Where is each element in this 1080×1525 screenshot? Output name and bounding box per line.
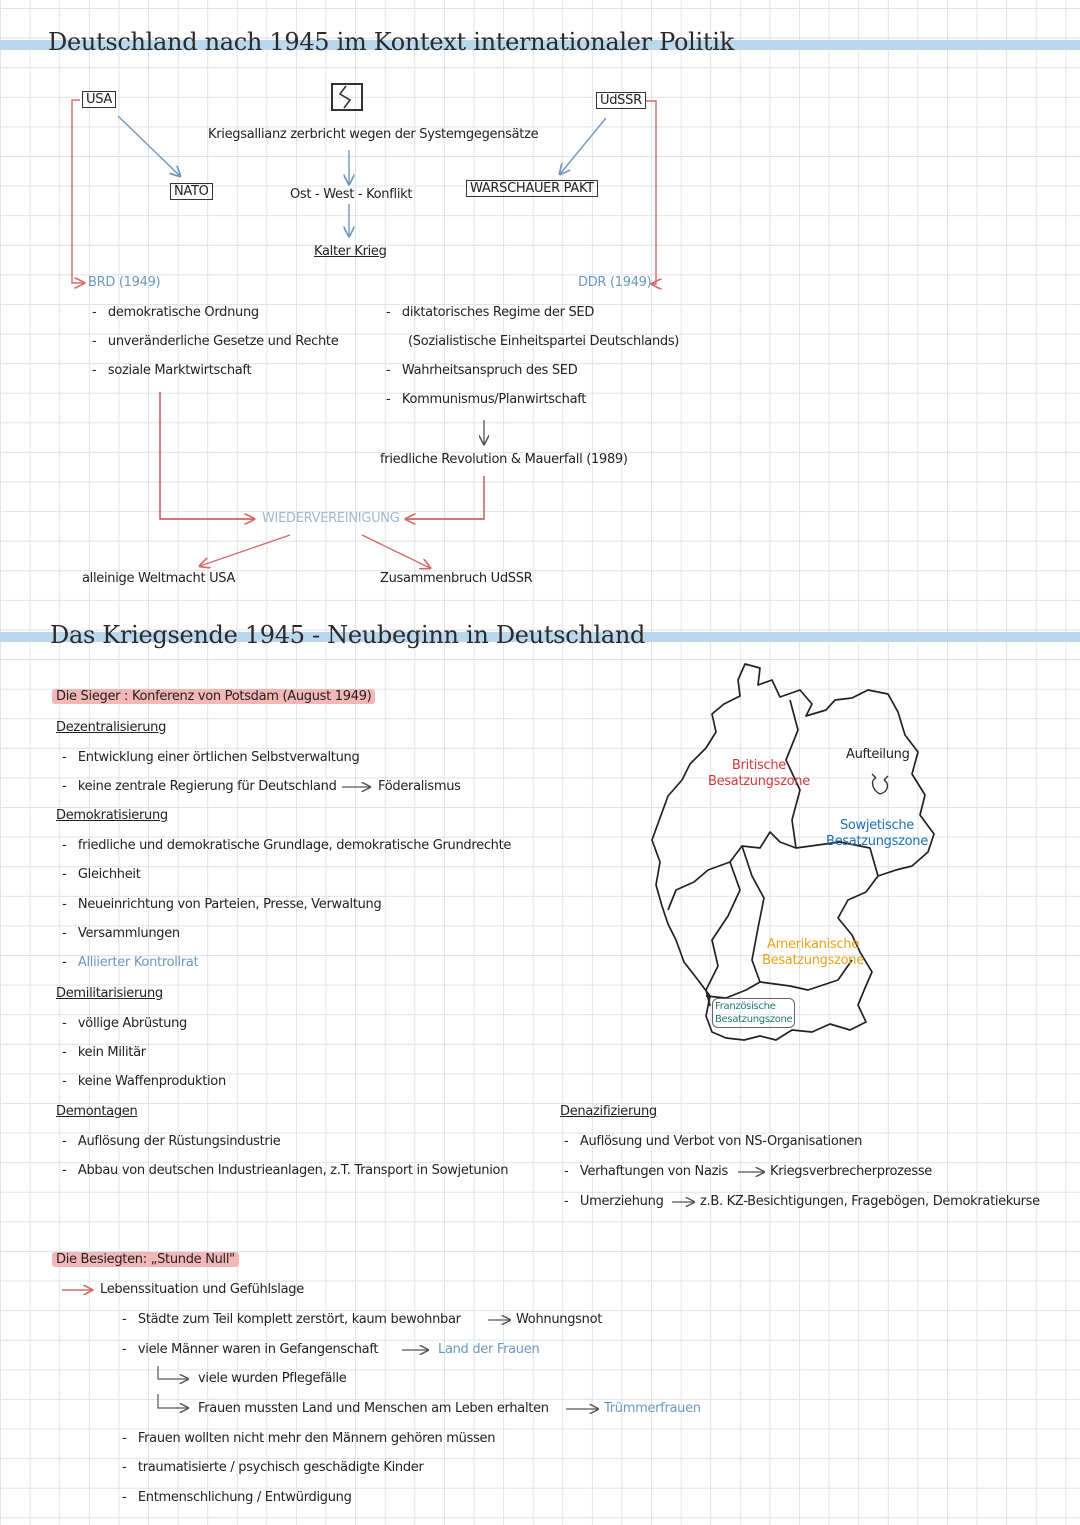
- section-title: Das Kriegsende 1945 - Neubeginn in Deutschland: [50, 621, 646, 649]
- land-frauen-text: Land der Frauen: [438, 1342, 540, 1357]
- ost-west-text: Ost - West - Konflikt: [290, 187, 413, 202]
- kalter-krieg-text: Kalter Krieg: [314, 244, 387, 259]
- zusammenbruch-text: Zusammenbruch UdSSR: [380, 571, 533, 586]
- list-item: - völlige Abrüstung: [62, 1016, 187, 1031]
- aufteilung-label: Aufteilung: [846, 747, 910, 762]
- list-item: - kein Militär: [62, 1045, 146, 1060]
- lebens-text: Lebenssituation und Gefühlslage: [100, 1282, 304, 1297]
- ddr-item: - diktatorisches Regime der SED: [386, 305, 595, 320]
- foederalismus-text: Föderalismus: [378, 779, 461, 794]
- prozesse-text: Kriegsverbrecherprozesse: [770, 1164, 933, 1179]
- list-item-sub: Frauen mussten Land und Menschen am Leben erhalten: [198, 1401, 549, 1416]
- wohnungsnot-text: Wohnungsnot: [516, 1312, 603, 1327]
- list-item: - Entmenschlichung / Entwürdigung: [122, 1490, 352, 1505]
- sieger-heading: Die Sieger : Konferenz von Potsdam (August 1949): [52, 689, 375, 704]
- list-item: - keine zentrale Regierung für Deutschland: [62, 779, 337, 794]
- zone-british: Britische Besatzungszone: [708, 758, 810, 789]
- denaz-heading: Denazifizierung: [560, 1104, 657, 1119]
- list-item: - viele Männer waren in Gefangenschaft: [122, 1342, 379, 1357]
- list-item: - Abbau von deutschen Industrieanlagen, z.T. Transport in Sowjetunion: [62, 1163, 509, 1178]
- list-item: - friedliche und demokratische Grundlage, demokratische Grundrechte: [62, 838, 512, 853]
- beispiele-text: z.B. KZ-Besichtigungen, Fragebögen, Demokratiekurse: [700, 1194, 1040, 1209]
- list-item-sub: viele wurden Pflegefälle: [198, 1371, 347, 1386]
- brd-label: BRD (1949): [88, 275, 161, 290]
- ddr-item: - Wahrheitsanspruch des SED: [386, 363, 578, 378]
- usa-box: USA: [82, 91, 116, 108]
- list-item: - Auflösung und Verbot von NS-Organisationen: [564, 1134, 863, 1149]
- list-item: - Städte zum Teil komplett zerstört, kaum bewohnbar: [122, 1312, 461, 1327]
- weltmacht-text: alleinige Weltmacht USA: [82, 571, 236, 586]
- list-item: - keine Waffenproduktion: [62, 1074, 226, 1089]
- zone-soviet: Sowjetische Besatzungszone: [826, 818, 928, 849]
- list-item: - Versammlungen: [62, 926, 180, 941]
- demontagen-heading: Demontagen: [56, 1104, 138, 1119]
- demilit-heading: Demilitarisierung: [56, 986, 163, 1001]
- brd-item: - demokratische Ordnung: [92, 305, 259, 320]
- zone-american: Amerikanische Besatzungszone: [762, 937, 864, 968]
- list-item: - Auflösung der Rüstungsindustrie: [62, 1134, 281, 1149]
- list-item: - Gleichheit: [62, 867, 141, 882]
- truemmer-text: Trümmerfrauen: [604, 1401, 701, 1416]
- ddr-item-cont: (Sozialistische Einheitspartei Deutschlands): [408, 334, 680, 349]
- list-item: - Neueinrichtung von Parteien, Presse, Verwaltung: [62, 897, 382, 912]
- allianz-text: Kriegsallianz zerbricht wegen der Systemgegensätze: [208, 127, 539, 142]
- brd-item: - unveränderliche Gesetze und Rechte: [92, 334, 339, 349]
- list-item: - Umerziehung: [564, 1194, 664, 1209]
- brd-item: - soziale Marktwirtschaft: [92, 363, 252, 378]
- ddr-item: - Kommunismus/Planwirtschaft: [386, 392, 587, 407]
- besiegte-heading: Die Besiegten: „Stunde Null": [52, 1252, 239, 1267]
- list-item: - Verhaftungen von Nazis: [564, 1164, 728, 1179]
- udssr-box: UdSSR: [596, 92, 646, 109]
- wiedervereinigung-text: WIEDERVEREINIGUNG: [262, 511, 400, 526]
- list-item: - Alliierter Kontrollrat: [62, 955, 199, 970]
- warschau-box: WARSCHAUER PAKT: [466, 180, 598, 197]
- list-item: - Frauen wollten nicht mehr den Männern gehören müssen: [122, 1431, 496, 1446]
- nato-box: NATO: [170, 183, 213, 200]
- list-item: - traumatisierte / psychisch geschädigte Kinder: [122, 1460, 424, 1475]
- zone-french: Französische Besatzungszone: [712, 998, 795, 1028]
- dezentral-heading: Dezentralisierung: [56, 720, 167, 735]
- demokrat-heading: Demokratisierung: [56, 808, 168, 823]
- revolution-text: friedliche Revolution & Mauerfall (1989): [380, 452, 628, 467]
- ddr-label: DDR (1949): [578, 275, 652, 290]
- list-item: - Entwicklung einer örtlichen Selbstverwaltung: [62, 750, 360, 765]
- page-title: Deutschland nach 1945 im Kontext internationaler Politik: [48, 28, 734, 56]
